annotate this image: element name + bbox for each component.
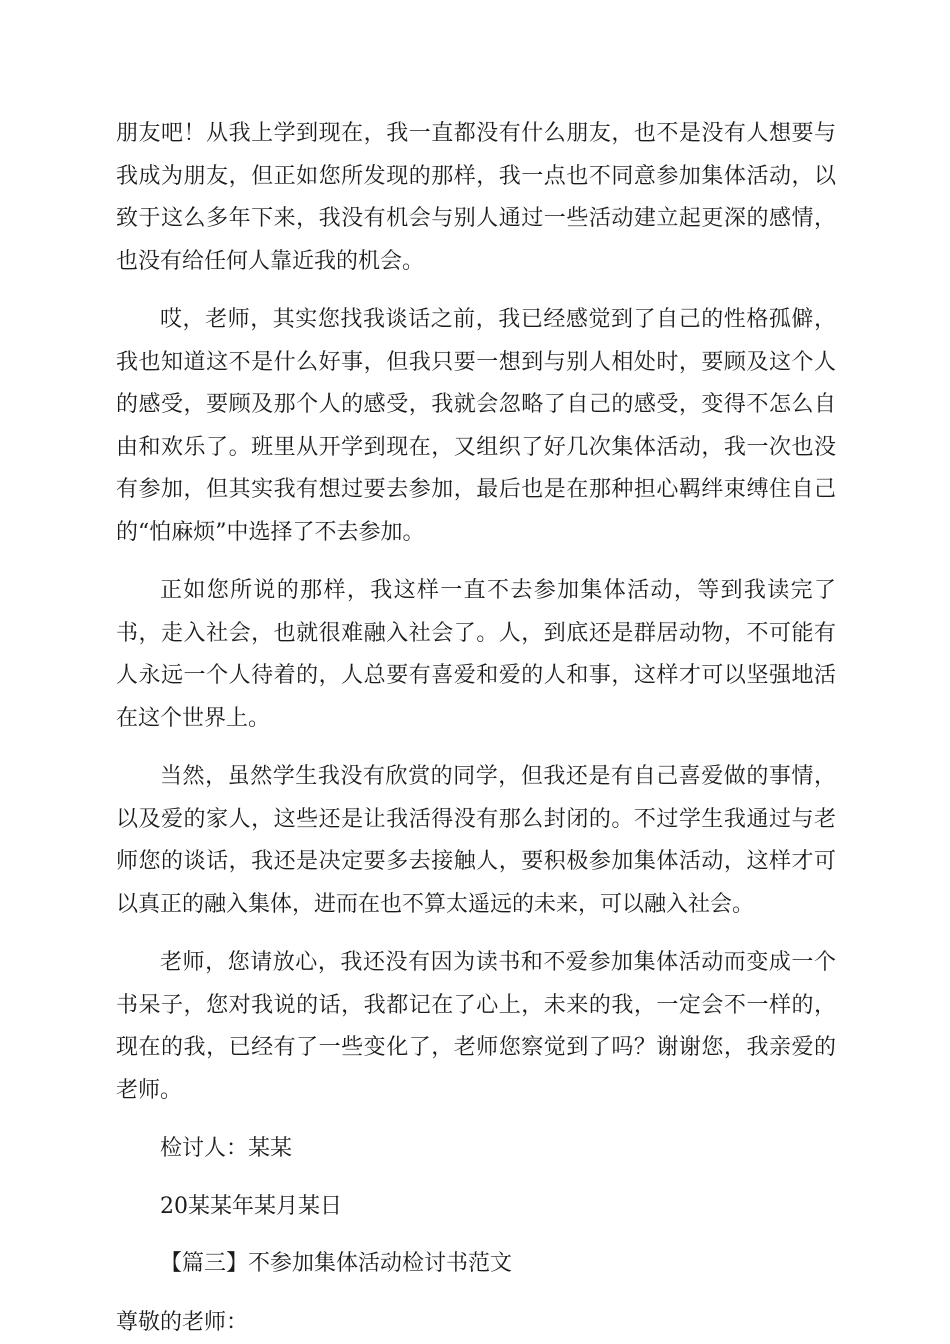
paragraph-personality: 哎，老师，其实您找我谈话之前，我已经感觉到了自己的性格孤僻，我也知道这不是什么好事，但我只要一想到与别人相处时，要顾及这个人的感受，要顾及那个人的感受，我就会忽略了自己的感受，变得不怎么自由和欢乐了。班里从开学到现在，又组织了好几次集体活动，我一次也没有参加，但其实我有想过要去参加，最后也是在那种担心羁绊束缚住自己的“怕麻烦”中选择了不去参加。 — [116, 307, 836, 545]
date-line: 20某某年某月某日 — [160, 1193, 342, 1219]
signature-line: 检讨人：某某 — [160, 1136, 293, 1161]
paragraph-continuation: 朋友吧！从我上学到现在，我一直都没有什么朋友，也不是没有人想要与我成为朋友，但正如您所发现的那样，我一点也不同意参加集体活动，以致于这么多年下来，我没有机会与别人通过一些活动建立起更深的感情，也没有给任何人靠近我的机会。 — [116, 121, 836, 274]
salutation: 尊敬的老师： — [116, 1309, 249, 1335]
paragraph-society: 正如您所说的那样，我这样一直不去参加集体活动，等到我读完了书，走入社会，也就很难融入社会了。人，到底还是群居动物，不可能有人永远一个人待着的，人总要有喜爱和爱的人和事，这样才可以坚强地活在这个世界上。 — [116, 578, 836, 731]
paragraph-decision: 当然，虽然学生我没有欣赏的同学，但我还是有自己喜爱做的事情，以及爱的家人，这些还是让我活得没有那么封闭的。不过学生我通过与老师您的谈话，我还是决定要多去接触人，要积极参加集体活动，这样才可以真正的融入集体，进而在也不算太遥远的未来，可以融入社会。 — [116, 764, 836, 917]
section-title: 【篇三】不参加集体活动检讨书范文 — [160, 1251, 513, 1276]
paragraph-reassurance: 老师，您请放心，我还没有因为读书和不爱参加集体活动而变成一个书呆子，您对我说的话，我都记在了心上，未来的我，一定会不一样的，现在的我，已经有了一些变化了，老师您察觉到了吗？谢谢您，我亲爱的老师。 — [116, 950, 836, 1103]
document-body — [116, 113, 836, 1344]
